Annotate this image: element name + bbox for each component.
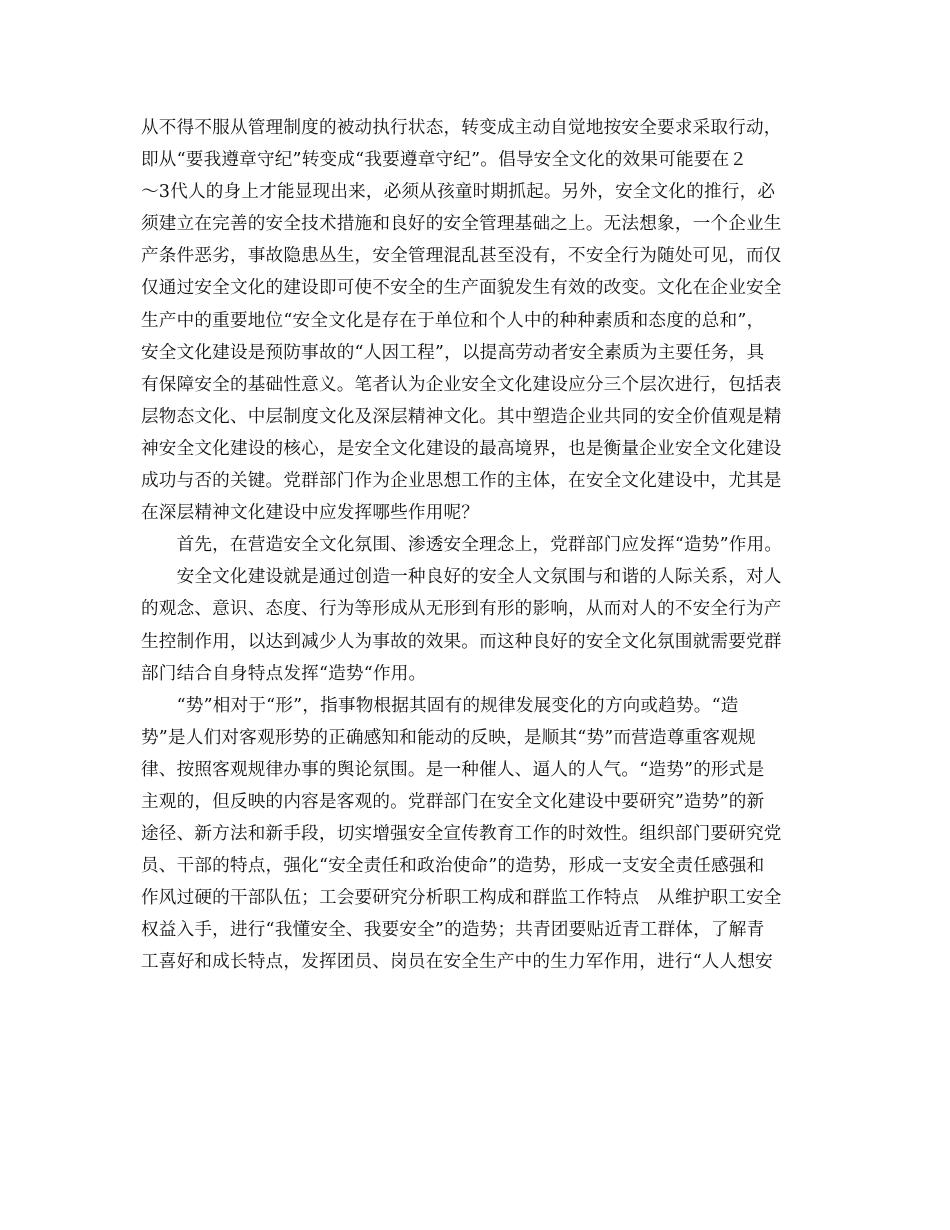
text-line: 主观的，但反映的内容是客观的。党群部门在安全文化建设中要研究”造势”的新 [141,791,765,812]
text-line: 律、按照客观规律办事的舆论氛围。是一种催人、逼人的人气。“造势”的形式是 [141,759,765,780]
text-line: 权益入手，进行“我懂安全、我要安全”的造势；共青团要贴近青工群体，了解青 [141,920,765,941]
text-line: 层物态文化、中层制度文化及深层精神文化。其中塑造企业共同的安全价值观是精 [141,406,782,427]
text-line: 势”是人们对客观形势的正确感知和能动的反映，是顺其“势”而营造尊重客观规 [141,727,756,748]
text-line: 须建立在完善的安全技术措施和良好的安全管理基础之上。无法想象，一个企业生 [141,214,782,235]
text-line: 首先，在营造安全文化氛围、渗透安全理念上，党群部门应发挥“造势”作用。 [141,535,783,556]
text-line: 神安全文化建设的核心，是安全文化建设的最高境界，也是衡量企业安全文化建设 [141,438,782,459]
text-line: 部门结合自身特点发挥“造势“作用。 [141,663,427,684]
text-line: 安全文化建设就是通过创造一种良好的安全人文氛围与和谐的人际关系，对人 [141,567,782,588]
text-line: 在深层精神文化建设中应发挥哪些作用呢？ [141,503,480,524]
text-line: 成功与否的关键。党群部门作为企业思想工作的主体，在安全文化建设中，尤其是 [141,471,782,492]
body-text [141,112,825,979]
text-line: 即从“要我遵章守纪”转变成“我要遵章守纪”。倡导安全文化的效果可能要在２ [141,150,748,171]
text-line: ～3代人的身上才能显现出来，必须从孩童时期抓起。另外，安全文化的推行，必 [141,182,776,203]
text-line: 从不得不服从管理制度的被动执行状态，转变成主动自觉地按安全要求采取行动， [141,118,782,138]
text-line: 员、干部的特点，强化“安全责任和政治使命”的造势，形成一支安全责任感强和 [141,856,765,877]
text-line: 仅通过安全文化的建设即可使不安全的生产面貌发生有效的改变。文化在企业安全 [141,278,782,299]
text-line: 安全文化建设是预防事故的“人因工程”，以提高劳动者安全素质为主要任务，具 [141,342,765,363]
text-line: 作风过硬的干部队伍；工会要研究分析职工构成和群监工作特点 从维护职工安全 [141,888,782,909]
text-line: 产条件恶劣，事故隐患丛生，安全管理混乱甚至没有，不安全行为随处可见，而仅 [141,246,782,267]
text-line: 途径、新方法和新手段，切实增强安全宣传教育工作的时效性。组织部门要研究党 [141,824,782,845]
text-line: 有保障安全的基础性意义。笔者认为企业安全文化建设应分三个层次进行，包括表 [141,374,782,395]
text-line: 的观念、意识、态度、行为等形成从无形到有形的影响，从而对人的不安全行为产 [141,599,782,620]
text-line: 生产中的重要地位“安全文化是存在于单位和个人中的种种素质和态度的总和”， [141,310,765,331]
text-line: “势”相对于“形”，指事物根据其固有的规律发展变化的方向或趋势。“造 [141,695,739,716]
text-line: 生控制作用，以达到减少人为事故的效果。而这种良好的安全文化氛围就需要党群 [141,631,782,652]
text-line: 工喜好和成长特点，发挥团员、岗员在安全生产中的生力军作用，进行“人人想安 [141,952,773,973]
